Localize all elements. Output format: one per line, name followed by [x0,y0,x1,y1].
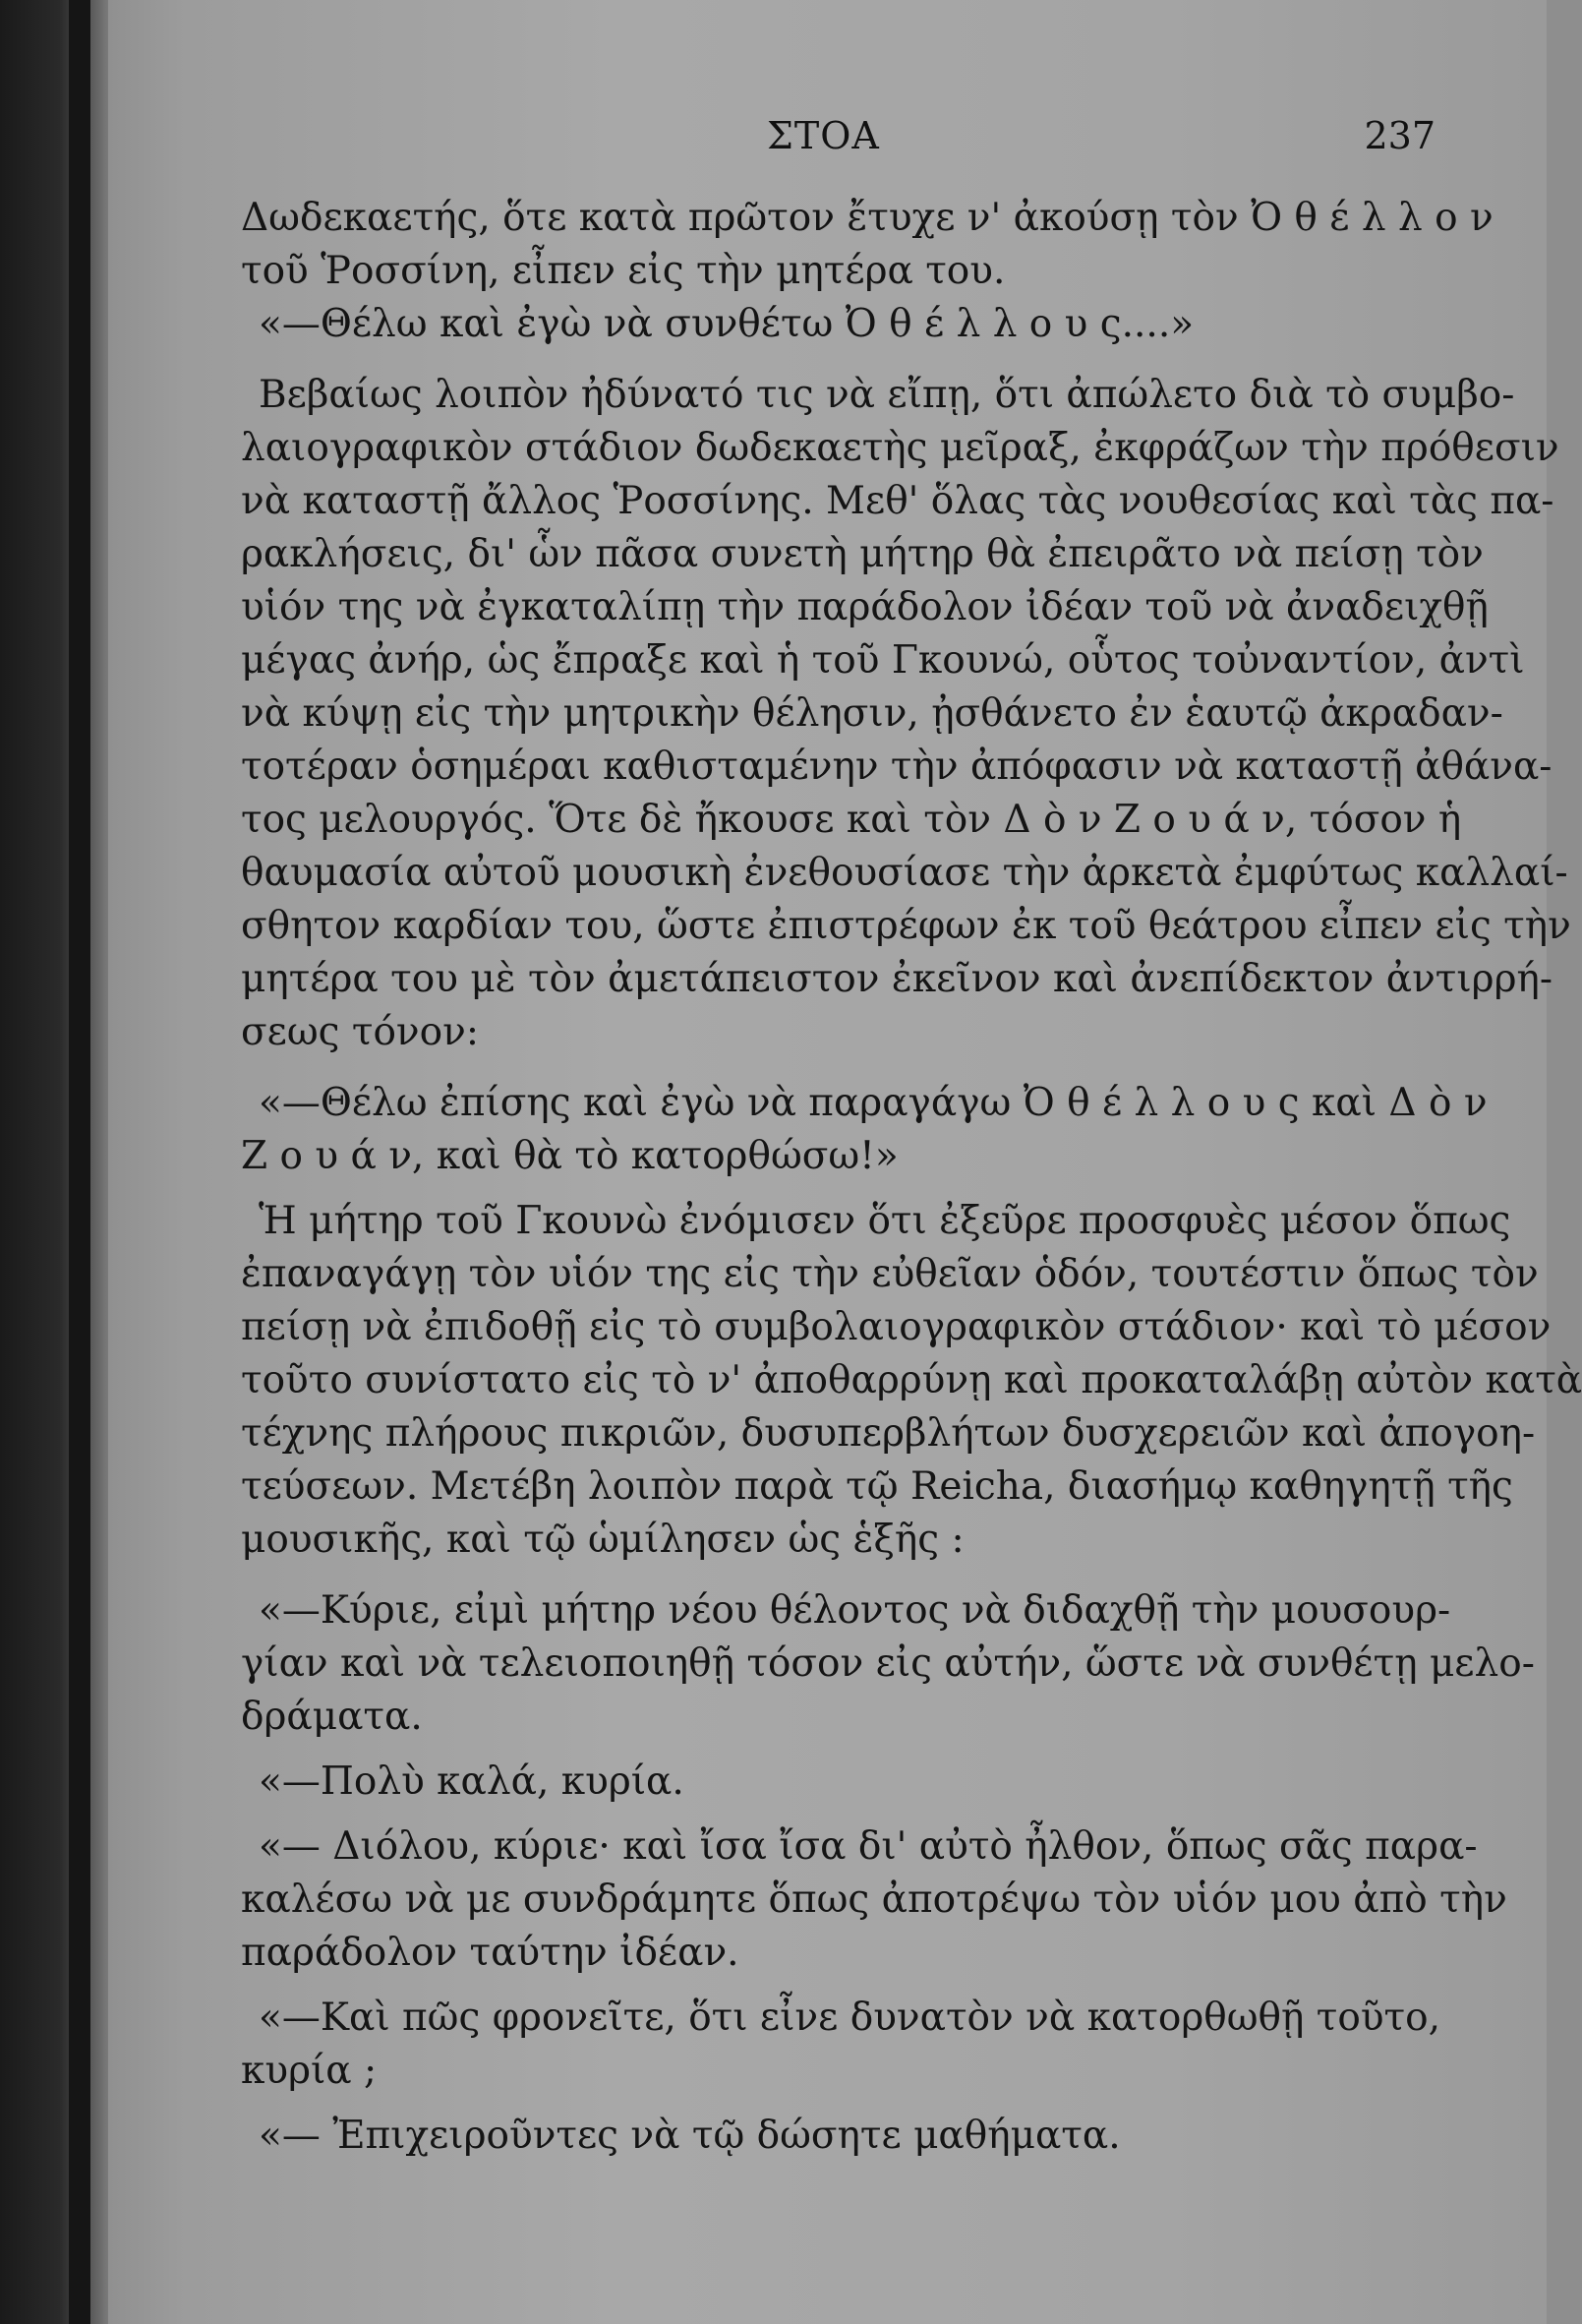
text-line: δράματα. [241,1695,423,1739]
text-line: «— Ἐπιχειροῦντες νὰ τῷ δώσητε μαθήματα. [259,2114,1121,2158]
text-line: τοῦτο συνίστατο εἰς τὸ ν' ἀποθαρρύνῃ καὶ προκαταλάβῃ αὐτὸν κατὰ [241,1358,1582,1402]
text-line: Ἡ μήτηρ τοῦ Γκουνὼ ἐνόμισεν ὅτι ἐξεῦρε προσφυὲς μέσον ὅπως [259,1199,1511,1243]
running-title: ΣΤΟΑ [767,114,880,157]
text-line: τοτέραν ὁσημέραι καθισταμένην τὴν ἀπόφασιν νὰ καταστῇ ἀθάνα- [241,745,1553,789]
text-line: Ζ ο υ ά ν, καὶ θὰ τὸ κατορθώσω!» [241,1134,899,1178]
text-line: πείσῃ νὰ ἐπιδοθῇ εἰς τὸ συμβολαιογραφικὸν στάδιον· καὶ τὸ μέσον [241,1305,1552,1349]
text-line: σθητον καρδίαν του, ὥστε ἐπιστρέφων ἐκ τοῦ θεάτρου εἶπεν εἰς τὴν [241,904,1571,948]
text-line: μητέρα του μὲ τὸν ἀμετάπειστον ἐκεῖνον καὶ ἀνεπίδεκτον ἀντιρρή- [241,957,1553,1001]
text-line: μουσικῆς, καὶ τῷ ὡμίλησεν ὡς ἑξῆς : [241,1518,965,1562]
text-line: ρακλήσεις, δι' ὧν πᾶσα συνετὴ μήτηρ θὰ ἐπειρᾶτο νὰ πείσῃ τὸν [241,532,1484,576]
text-line: τος μελουργός. Ὅτε δὲ ἤκουσε καὶ τὸν Δ ὸ ν Ζ ο υ ά ν, τόσον ἡ [241,798,1462,842]
text-line: λαιογραφικὸν στάδιον δωδεκαετὴς μεῖραξ, ἐκφράζων τὴν πρόθεσιν [241,426,1559,470]
text-line: «—Πολὺ καλά, κυρία. [259,1759,684,1804]
binding-shadow [0,0,108,2324]
binding-edge [69,0,90,2324]
text-line: Βεβαίως λοιπὸν ἠδύνατό τις νὰ εἴπῃ, ὅτι ἀπώλετο διὰ τὸ συμβο- [259,373,1515,417]
text-line: τεύσεων. Μετέβη λοιπὸν παρὰ τῷ Reicha, διασήμῳ καθηγητῇ τῆς [241,1464,1513,1509]
text-line: «— Διόλου, κύριε· καὶ ἴσα ἴσα δι' αὐτὸ ἦλθον, ὅπως σᾶς παρα- [259,1824,1478,1869]
text-line: κυρία ; [241,2049,378,2093]
text-line: γίαν καὶ νὰ τελειοποιηθῇ τόσον εἰς αὐτήν, ὥστε νὰ συνθέτῃ μελο- [241,1641,1535,1686]
page-number: 237 [1364,114,1436,157]
text-line: ἐπαναγάγῃ τὸν υἱόν της εἰς τὴν εὐθεῖαν ὁδόν, τουτέστιν ὅπως τὸν [241,1252,1539,1296]
text-line: τοῦ Ῥοσσίνη, εἶπεν εἰς τὴν μητέρα του. [241,249,1006,293]
text-line: καλέσω νὰ με συνδράμητε ὅπως ἀποτρέψω τὸν υἱόν μου ἀπὸ τὴν [241,1877,1507,1922]
text-line: υἱόν της νὰ ἐγκαταλίπῃ τὴν παράδολον ἰδέαν τοῦ νὰ ἀναδειχθῇ [241,585,1489,629]
text-line: παράδολον ταύτην ἰδέαν. [241,1931,739,1975]
text-line: σεως τόνον: [241,1010,479,1054]
text-line: «—Θέλω ἐπίσης καὶ ἐγὼ νὰ παραγάγω Ὀ θ έ λ λ ο υ ς καὶ Δ ὸ ν [259,1081,1488,1125]
text-line: τέχνης πλήρους πικριῶν, δυσυπερβλήτων δυσχερειῶν καὶ ἀπογοη- [241,1411,1536,1456]
text-line: νὰ κύψῃ εἰς τὴν μητρικὴν θέλησιν, ᾐσθάνετο ἐν ἑαυτῷ ἀκραδαν- [241,691,1503,736]
body-text [241,195,1582,2201]
text-line: Δωδεκαετής, ὅτε κατὰ πρῶτον ἔτυχε ν' ἀκούσῃ τὸν Ὀ θ έ λ λ ο ν [241,196,1494,240]
text-line: «—Κύριε, εἰμὶ μήτηρ νέου θέλοντος νὰ διδαχθῇ τὴν μουσουρ- [259,1588,1451,1633]
text-line: νὰ καταστῇ ἄλλος Ῥοσσίνης. Μεθ' ὅλας τὰς νουθεσίας καὶ τὰς πα- [241,479,1554,523]
text-line: «—Καὶ πῶς φρονεῖτε, ὅτι εἶνε δυνατὸν νὰ κατορθωθῇ τοῦτο, [259,1996,1441,2040]
text-line: μέγας ἀνήρ, ὡς ἔπραξε καὶ ἡ τοῦ Γκουνώ, οὗτος τοὐναντίον, ἀντὶ [241,638,1525,683]
text-line: θαυμασία αὐτοῦ μουσικὴ ἐνεθουσίασε τὴν ἀρκετὰ ἐμφύτως καλλαί- [241,851,1568,895]
running-head [246,114,1436,173]
text-line: «—Θέλω καὶ ἐγὼ νὰ συνθέτω Ὀ θ έ λ λ ο υ ς....» [259,302,1195,346]
